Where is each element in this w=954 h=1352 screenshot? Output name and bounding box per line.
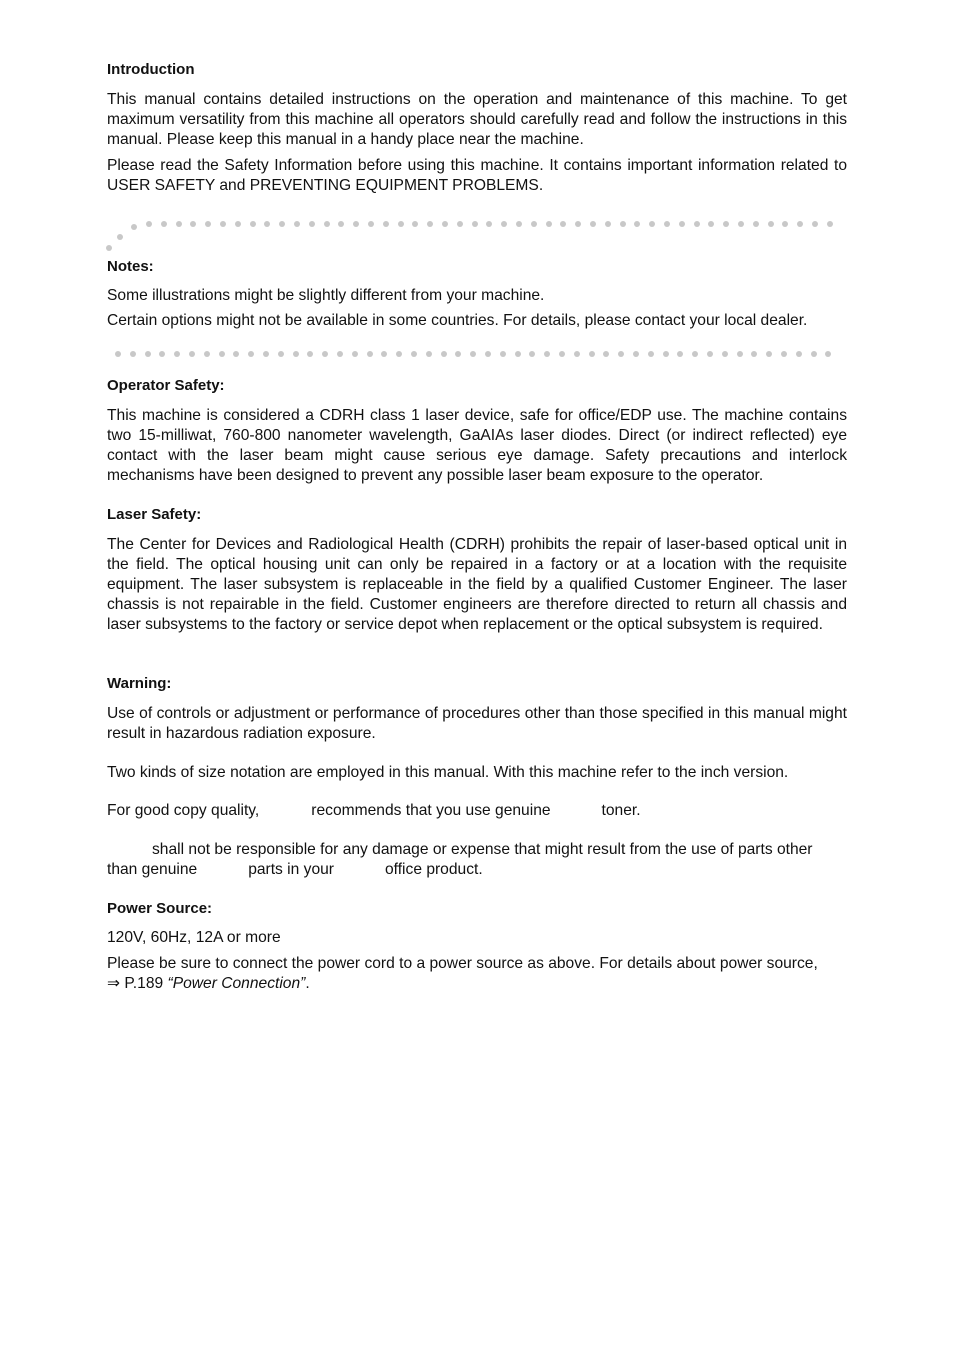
- divider-dot: [812, 221, 818, 227]
- divider-dot: [559, 351, 565, 357]
- divider-dot: [263, 351, 269, 357]
- divider-dot: [707, 351, 713, 357]
- divider-dot: [485, 351, 491, 357]
- divider-dot: [782, 221, 788, 227]
- divider-dot: [338, 221, 344, 227]
- divider-dot: [248, 351, 254, 357]
- liability-text-c: parts in your: [248, 861, 334, 878]
- divider-dot: [189, 351, 195, 357]
- divider-dot: [352, 351, 358, 357]
- divider-dot: [426, 351, 432, 357]
- operator-safety-paragraph: This machine is considered a CDRH class 1 laser device, safe for office/EDP use. The machine contains two 15-milliwat, 760-800 nanometer wavelength, GaAIAs laser diodes. Direct (or indirect reflected) eye contact with the laser beam might cause serious eye damage. Safety precautions and interlock mechanisms have been designed to prevent any possible laser beam exposure to the operator.: [107, 407, 847, 484]
- power-connection-link[interactable]: “Power Connection”: [167, 975, 306, 992]
- divider-dot: [381, 351, 387, 357]
- divider-dot: [648, 351, 654, 357]
- divider-dot: [768, 221, 774, 227]
- divider-dot: [546, 221, 552, 227]
- divider-dot: [560, 221, 566, 227]
- divider-dot: [618, 351, 624, 357]
- operator-safety-heading: Operator Safety:: [107, 377, 225, 394]
- divider-dot: [620, 221, 626, 227]
- divider-dot: [412, 221, 418, 227]
- introduction-heading: Introduction: [107, 61, 195, 78]
- divider-dot: [827, 221, 833, 227]
- divider-dot: [723, 221, 729, 227]
- copy-quality-paragraph: [107, 801, 847, 821]
- divider-dot: [544, 351, 550, 357]
- divider-dot: [486, 221, 492, 227]
- liability-text-d: office product.: [385, 861, 483, 878]
- divider-dot: [205, 221, 211, 227]
- divider-dot: [398, 221, 404, 227]
- warning-paragraph: Use of controls or adjustment or performance of procedures other than those specified in this manual might result in hazardous radiation exposure.: [107, 705, 847, 742]
- divider-dot: [250, 221, 256, 227]
- divider-dot: [574, 351, 580, 357]
- laser-safety-heading: Laser Safety:: [107, 506, 202, 523]
- divider-dot: [766, 351, 772, 357]
- liability-text-b: than genuine: [107, 861, 198, 878]
- introduction-paragraph-1: This manual contains detailed instructions on the operation and maintenance of this machine. To get maximum versatility from this machine all operators should carefully read and follow the instructions in this manual. Please keep this manual in a handy place near the machine.: [107, 91, 847, 148]
- divider-dot: [174, 351, 180, 357]
- divider-dot: [796, 351, 802, 357]
- page-reference[interactable]: P.189: [124, 975, 164, 992]
- divider-dot: [515, 351, 521, 357]
- divider-dot: [146, 221, 152, 227]
- divider-dot: [130, 351, 136, 357]
- divider-dot: [589, 351, 595, 357]
- divider-dot: [751, 351, 757, 357]
- divider-dot: [455, 351, 461, 357]
- divider-dot: [233, 351, 239, 357]
- power-connection-paragraph: [107, 954, 847, 994]
- divider-dot: [161, 221, 167, 227]
- divider-dot: [159, 351, 165, 357]
- divider-dot: [605, 221, 611, 227]
- divider-dot: [677, 351, 683, 357]
- divider-dot: [457, 221, 463, 227]
- size-notation-paragraph: Two kinds of size notation are employed in this manual. With this machine refer to the inch version.: [107, 764, 789, 781]
- divider-dot: [753, 221, 759, 227]
- divider-dot: [307, 351, 313, 357]
- divider-dot: [115, 351, 121, 357]
- divider-dot: [145, 351, 151, 357]
- divider-dot: [176, 221, 182, 227]
- divider-dot: [131, 224, 137, 230]
- copy-quality-text-c: toner.: [601, 802, 641, 819]
- divider-dot: [825, 351, 831, 357]
- divider-dot: [278, 351, 284, 357]
- divider-dot: [737, 351, 743, 357]
- divider-dot: [383, 221, 389, 227]
- introduction-paragraph-2: Please read the Safety Information before using this machine. It contains important information related to USER SAFETY and PREVENTING EQUIPMENT PROBLEMS.: [107, 157, 847, 194]
- divider-dot: [220, 221, 226, 227]
- notes-paragraph-1: Some illustrations might be slightly different from your machine.: [107, 287, 545, 304]
- divider-dot: [368, 221, 374, 227]
- liability-paragraph: [107, 840, 847, 880]
- divider-dot: [322, 351, 328, 357]
- divider-dot: [811, 351, 817, 357]
- divider-dot: [679, 221, 685, 227]
- divider-dot: [219, 351, 225, 357]
- divider-dot: [797, 221, 803, 227]
- divider-dot: [353, 221, 359, 227]
- divider-dot: [722, 351, 728, 357]
- right-arrow-icon: ⇒: [107, 975, 121, 992]
- divider-dot: [337, 351, 343, 357]
- divider-dot: [190, 221, 196, 227]
- divider-dot: [442, 221, 448, 227]
- notes-dotted-divider-top: [107, 220, 847, 228]
- divider-dot: [603, 351, 609, 357]
- divider-dot: [309, 221, 315, 227]
- notes-heading: Notes:: [107, 258, 154, 275]
- divider-dot: [367, 351, 373, 357]
- divider-dot: [264, 221, 270, 227]
- divider-dot: [738, 221, 744, 227]
- divider-dot: [427, 221, 433, 227]
- divider-dot: [516, 221, 522, 227]
- divider-dot: [649, 221, 655, 227]
- divider-dot: [396, 351, 402, 357]
- copy-quality-text-a: For good copy quality,: [107, 802, 260, 819]
- sentence-period: .: [305, 975, 310, 992]
- divider-dot: [692, 351, 698, 357]
- laser-safety-paragraph: The Center for Devices and Radiological Health (CDRH) prohibits the repair of laser-based optical unit in the field. The optical housing unit can only be repaired in a factory or at a location with the requisite equipment. The laser subsystem is replaceable in the field by a qualified Customer Engineer. The laser chassis is not repairable in the field. Customer engineers are therefore directed to return all chassis and laser subsystems to the factory or service depot when replacement or the optical subsystem is required.: [107, 536, 847, 633]
- divider-dot: [279, 221, 285, 227]
- power-source-heading: Power Source:: [107, 900, 213, 917]
- divider-dot: [472, 221, 478, 227]
- divider-dot: [235, 221, 241, 227]
- divider-dot: [531, 221, 537, 227]
- divider-dot: [708, 221, 714, 227]
- divider-dot: [470, 351, 476, 357]
- divider-dot: [117, 234, 123, 240]
- divider-dot: [441, 351, 447, 357]
- divider-dot: [294, 221, 300, 227]
- divider-dot: [590, 221, 596, 227]
- divider-dot: [664, 221, 670, 227]
- divider-dot: [324, 221, 330, 227]
- divider-dot: [501, 221, 507, 227]
- divider-dot: [781, 351, 787, 357]
- liability-text-a: shall not be responsible for any damage or expense that might result from the use of parts other: [152, 841, 813, 858]
- divider-dot: [411, 351, 417, 357]
- divider-dot: [575, 221, 581, 227]
- notes-dotted-divider-bottom: [107, 350, 847, 358]
- divider-dot: [634, 221, 640, 227]
- divider-dot: [204, 351, 210, 357]
- warning-heading: Warning:: [107, 675, 172, 692]
- divider-dot: [529, 351, 535, 357]
- divider-dot: [633, 351, 639, 357]
- divider-dot: [663, 351, 669, 357]
- power-spec-text: 120V, 60Hz, 12A or more: [107, 929, 281, 946]
- power-connection-text: Please be sure to connect the power cord to a power source as above. For details about power source,: [107, 955, 818, 972]
- copy-quality-text-b: recommends that you use genuine: [311, 802, 551, 819]
- divider-dot: [106, 245, 112, 251]
- divider-dot: [293, 351, 299, 357]
- notes-paragraph-2: Certain options might not be available in some countries. For details, please contact your local dealer.: [107, 312, 808, 329]
- divider-dot: [694, 221, 700, 227]
- divider-dot: [500, 351, 506, 357]
